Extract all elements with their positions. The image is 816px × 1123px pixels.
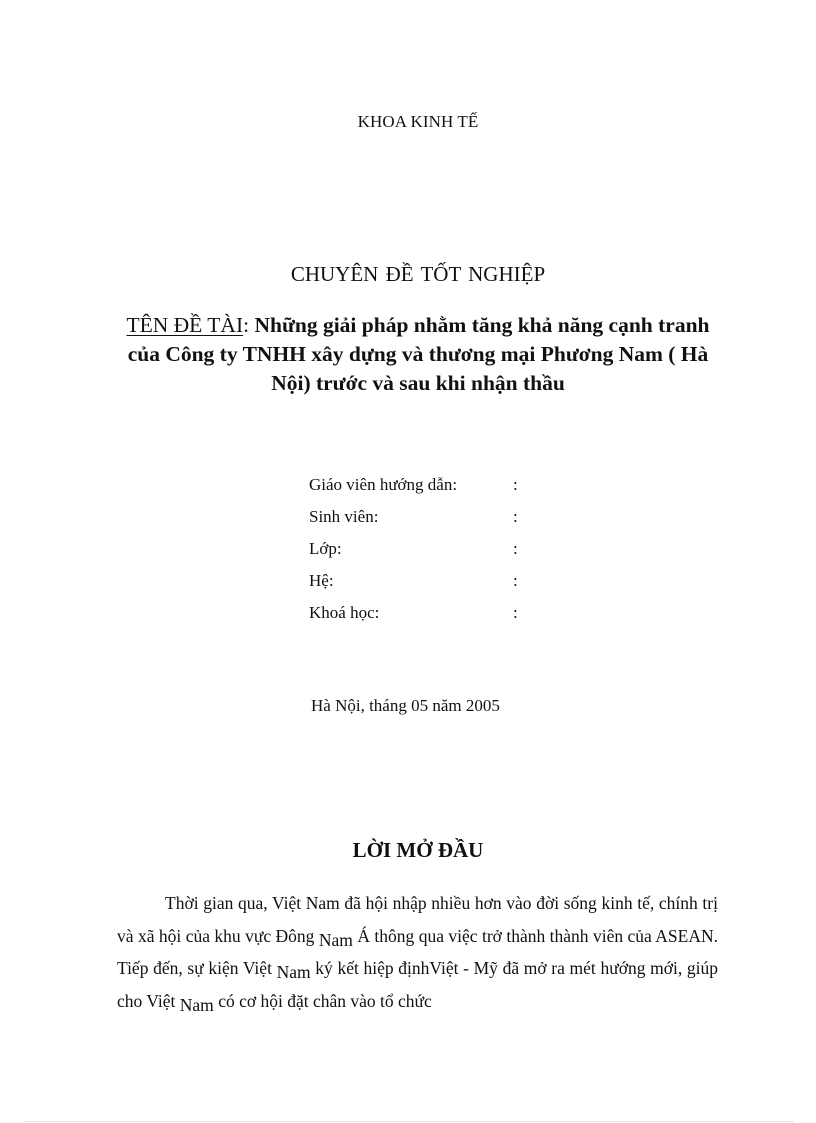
intro-text-segment: có cơ hội đặt chân vào tổ chức <box>213 990 432 1011</box>
page-bottom-divider <box>25 1121 793 1122</box>
thesis-type-heading: CHUYÊN ĐỀ TỐT NGHIỆP <box>290 262 546 286</box>
info-label: Hệ: <box>309 571 334 590</box>
intro-text-segment: Nam <box>318 929 353 950</box>
info-label: Sinh viên: <box>309 507 379 526</box>
intro-paragraph <box>117 887 718 1017</box>
faculty-name: KHOA KINH TẾ <box>357 112 479 131</box>
info-colon: : <box>513 475 518 494</box>
intro-text-segment: Á thông qua việc trở thành thành viên của ASEAN. Tiếp đến, sự kiện Việt <box>117 925 718 978</box>
info-label: Giáo viên hướng dẫn: <box>309 475 458 494</box>
thesis-title-text: Những giải pháp nhằm tăng khả năng cạnh tranh của Công ty TNHH xây dựng và thương mại Phương Nam ( Hà Nội) trước và sau khi nhận thầu <box>127 313 710 395</box>
place-date: Hà Nội, tháng 05 năm 2005 <box>311 696 500 715</box>
info-colon: : <box>513 507 518 526</box>
thesis-title-label: TÊN ĐỀ TÀI <box>126 313 244 337</box>
info-colon: : <box>513 571 518 590</box>
info-label: Lớp: <box>309 539 342 558</box>
info-colon: : <box>513 539 518 558</box>
intro-text-segment: ký kết hiệp địnhViệt - Mỹ đã mở ra mét hướng mới, giúp cho Việt <box>117 958 718 1011</box>
thesis-title-colon: : <box>243 313 255 337</box>
section-heading-introduction: LỜI MỞ ĐẦU <box>352 838 484 862</box>
intro-text-segment: Thời gian qua, Việt Nam đã hội nhập nhiều hơn vào đời sống kinh tế, chính trị và xã hội của khu vực Đông <box>117 893 718 946</box>
info-label: Khoá học: <box>309 603 380 622</box>
intro-text-segment: Nam <box>179 994 214 1015</box>
info-colon: : <box>513 603 518 622</box>
intro-text-segment: Nam <box>276 962 311 982</box>
thesis-title <box>118 311 718 398</box>
